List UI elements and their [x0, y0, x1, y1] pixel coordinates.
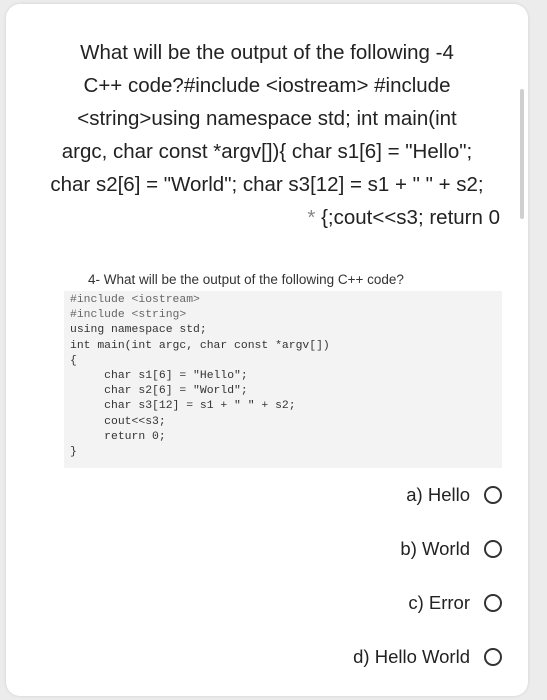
code-line: {	[70, 354, 77, 367]
question-line: char s2[6] = "World"; char s3[12] = s1 + " " + s2;	[50, 173, 484, 196]
question-text	[26, 36, 508, 234]
radio-button[interactable]	[484, 486, 502, 504]
asterisk-marker: *	[307, 206, 316, 229]
option-a[interactable]	[242, 468, 502, 522]
code-line: int main(int argc, char const *argv[])	[70, 339, 330, 352]
radio-button[interactable]	[484, 594, 502, 612]
option-label: d) Hello World	[353, 646, 470, 667]
code-line: #include <iostream>	[70, 294, 200, 306]
code-line: char s2[6] = "World";	[70, 385, 248, 398]
code-line: char s1[6] = "Hello";	[70, 370, 248, 383]
code-line: cout<<s3;	[70, 415, 166, 428]
radio-button[interactable]	[484, 540, 502, 558]
option-label: a) Hello	[406, 484, 470, 505]
scrollbar[interactable]	[520, 89, 524, 219]
question-line: {;cout<<s3; return 0	[321, 206, 500, 229]
radio-button[interactable]	[484, 648, 502, 666]
question-line: argc, char const *argv[]){ char s1[6] = "Hello";	[61, 140, 473, 163]
question-card	[6, 4, 528, 696]
option-label: c) Error	[408, 592, 470, 613]
code-line: char s3[12] = s1 + " " + s2;	[70, 400, 296, 413]
option-d[interactable]	[242, 630, 502, 684]
option-c[interactable]	[242, 576, 502, 630]
question-line: <string>using namespace std; int main(int	[77, 107, 457, 130]
question-line: What will be the output of the following -4	[80, 41, 454, 64]
option-label: b) World	[400, 538, 470, 559]
answer-options	[242, 468, 502, 684]
option-b[interactable]	[242, 522, 502, 576]
code-line: }	[70, 446, 77, 459]
embedded-question-title: 4- What will be the output of the following C++ code?	[88, 272, 404, 287]
question-line-last	[26, 201, 508, 234]
code-line: return 0;	[70, 430, 166, 443]
question-line: C++ code?#include <iostream> #include	[83, 74, 451, 97]
code-block	[64, 291, 502, 468]
code-line: #include <string>	[70, 309, 187, 322]
embedded-code-screenshot	[64, 269, 509, 468]
code-line: using namespace std;	[70, 324, 207, 337]
